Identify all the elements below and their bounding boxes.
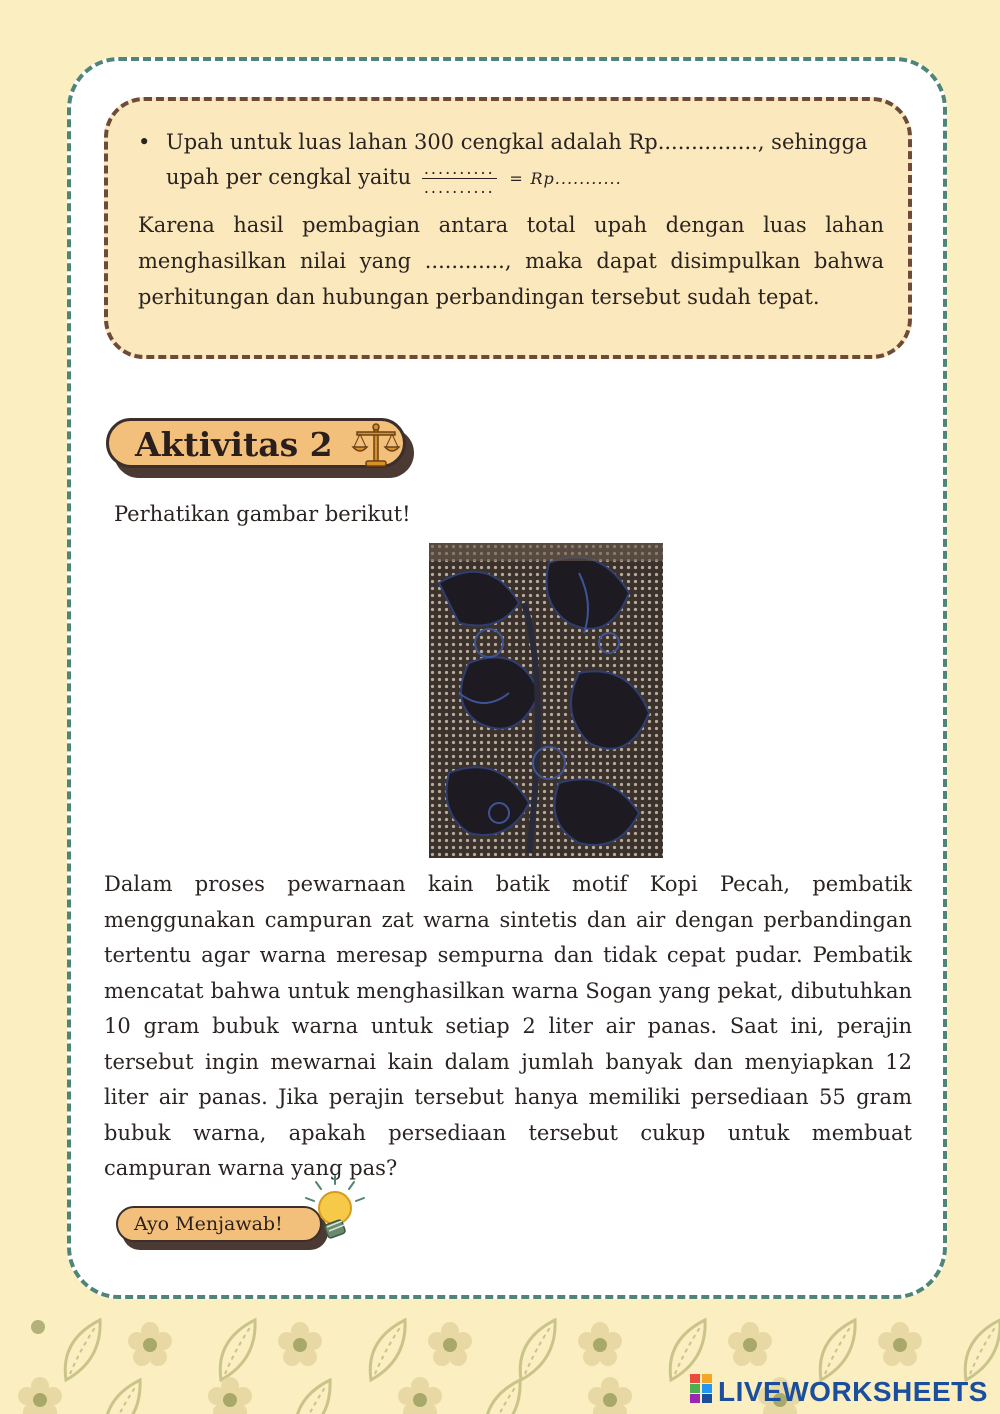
balance-scale-icon <box>349 421 403 471</box>
activity-problem-text: Dalam proses pewarnaan kain batik motif Kopi Pecah, pembatik menggunakan campuran zat warna sintetis dan air dengan perbandingan tertentu agar warna meresap sempurna dan tidak cepat pudar. Pembatik mencatat bahwa untuk menghasilkan warna Sogan yang pekat, dibutuhkan 10 gram bubuk warna untuk setiap 2 liter air panas. Saat ini, perajin tersebut ingin mewarnai kain dalam jumlah banyak dan menyiapkan 12 liter air panas. Jika perajin tersebut hanya memiliki persediaan 55 gram bubuk warna, apakah persediaan tersebut cukup untuk membuat campuran warna yang pas? <box>104 872 912 1180</box>
activity-intro: Perhatikan gambar berikut! <box>114 502 411 526</box>
activity-title: Aktivitas 2 <box>135 425 333 464</box>
answer-button-pill[interactable] <box>116 1206 322 1242</box>
answer-button-label: Ayo Menjawab! <box>134 1213 283 1235</box>
fraction <box>422 159 497 197</box>
liveworksheets-brand-text: LIVEWORKSHEETS <box>718 1376 988 1407</box>
fraction-denominator-blank[interactable]: .......... <box>423 178 495 197</box>
activity-badge <box>106 418 416 478</box>
equals-sign: = <box>509 169 524 188</box>
batik-kopi-pecah-photo <box>429 543 663 858</box>
activity-badge-pill <box>106 418 406 468</box>
recap-conclusion: Karena hasil pembagian antara total upah dengan luas lahan menghasilkan nilai yang ............, maka dapat disimpulkan bahwa perhitungan dan hubungan perbandingan tersebut sudah tepat. <box>138 213 884 309</box>
bullet-point: • <box>138 130 151 154</box>
rp-label: Rp <box>530 169 555 188</box>
recap-line-1: Upah untuk luas lahan 300 cengkal adalah Rp..............., sehingga <box>166 130 868 154</box>
lightbulb-icon <box>302 1174 368 1252</box>
rp-answer-blank[interactable]: ........... <box>554 169 622 188</box>
recap-box <box>104 97 912 359</box>
fraction-numerator-blank[interactable]: .......... <box>423 159 495 178</box>
recap-line-2 <box>166 160 896 196</box>
ayo-menjawab-button[interactable] <box>116 1206 366 1256</box>
recap-line-2-prefix: upah per cengkal yaitu <box>166 165 412 189</box>
liveworksheets-icon <box>690 1374 714 1404</box>
